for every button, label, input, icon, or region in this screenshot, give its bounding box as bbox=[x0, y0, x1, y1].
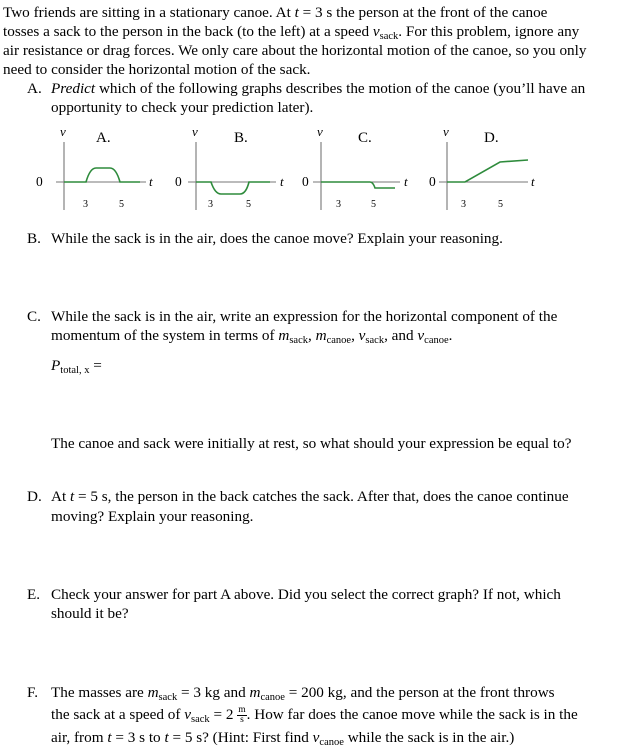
part-f-label: F. bbox=[27, 684, 39, 701]
part-c-line-2: momentum of the system in terms of $m_{sack}$, $m_{canoe}$, $v_{sack}$, and $v_{canoe}$. bbox=[51, 327, 453, 346]
graph-d-curve bbox=[447, 160, 528, 182]
graph-d-tick-5: 5 bbox=[498, 199, 503, 210]
graph-b bbox=[175, 124, 284, 210]
part-c-ptotal: $P_{total, x}$ = bbox=[51, 357, 102, 376]
intro-line-2: tosses a sack to the person in the back (to the left) at a speed $v_{sack}$. For this problem, ignore any bbox=[3, 23, 580, 42]
part-a-line-1: Predict which of the following graphs describes the motion of the canoe (you’ll have an bbox=[51, 80, 586, 97]
intro-line-3: air resistance or drag forces. We only care about the horizontal motion of the canoe, so you only bbox=[3, 42, 587, 59]
graph-a-label: A. bbox=[96, 130, 111, 146]
graph-a bbox=[36, 124, 153, 210]
graph-d bbox=[429, 124, 535, 210]
graph-d-zero: 0 bbox=[429, 174, 436, 189]
graph-b-tick-3: 3 bbox=[208, 199, 213, 210]
graph-b-zero: 0 bbox=[175, 174, 182, 189]
graph-a-v-label: v bbox=[60, 124, 66, 139]
graph-c-tick-5: 5 bbox=[371, 199, 376, 210]
part-a-label: A. bbox=[27, 80, 42, 97]
graph-c-curve bbox=[321, 182, 395, 188]
graph-b-t-label: t bbox=[280, 174, 284, 189]
graph-a-tick-5: 5 bbox=[119, 199, 124, 210]
graph-b-label: B. bbox=[234, 130, 248, 146]
part-f-line-2: the sack at a speed of $v_{sack} = 2$ $\frac{m}{s}$ . How far does the canoe move while the sack is in the bbox=[51, 705, 578, 726]
part-c-line-1: While the sack is in the air, write an expression for the horizontal component of the bbox=[51, 308, 558, 325]
graph-c-label: C. bbox=[358, 130, 372, 146]
intro-line-1: Two friends are sitting in a stationary canoe. At t = 3 s the person at the front of the canoe bbox=[3, 4, 548, 21]
graph-d-v-label: v bbox=[443, 124, 449, 139]
graph-c-v-label: v bbox=[317, 124, 323, 139]
graph-b-tick-5: 5 bbox=[246, 199, 251, 210]
part-c-label: C. bbox=[27, 308, 41, 325]
graph-a-tick-3: 3 bbox=[83, 199, 88, 210]
unit-fraction: $\frac{m}{s}$ bbox=[238, 705, 246, 726]
graph-a-zero: 0 bbox=[36, 174, 43, 189]
graph-c bbox=[302, 124, 408, 210]
graph-c-zero: 0 bbox=[302, 174, 309, 189]
graph-d-label: D. bbox=[484, 130, 499, 146]
graph-d-t-label: t bbox=[531, 174, 535, 189]
graph-svg bbox=[0, 122, 627, 232]
graph-c-t-label: t bbox=[404, 174, 408, 189]
part-e-line-2: should it be? bbox=[51, 605, 129, 622]
graph-options bbox=[0, 122, 627, 232]
part-d-line-2: moving? Explain your reasoning. bbox=[51, 508, 254, 525]
part-a-line-2: opportunity to check your prediction later). bbox=[51, 99, 314, 116]
part-f-line-1: The masses are $m_{sack} = 3$ kg and $m_{canoe} = 200$ kg, and the person at the front throws bbox=[51, 684, 555, 703]
part-b-text: While the sack is in the air, does the canoe move? Explain your reasoning. bbox=[51, 230, 503, 247]
part-e-line-1: Check your answer for part A above. Did you select the correct graph? If not, which bbox=[51, 586, 561, 603]
graph-b-curve bbox=[196, 182, 270, 194]
intro-line-4: need to consider the horizontal motion of the sack. bbox=[3, 61, 311, 78]
part-d-line-1: At t = 5 s, the person in the back catches the sack. After that, does the canoe continue bbox=[51, 488, 569, 505]
part-f-line-3: air, from t = 3 s to t = 5 s? (Hint: First find $v_{canoe}$ while the sack is in the air.) bbox=[51, 729, 515, 748]
graph-a-curve bbox=[64, 168, 140, 182]
part-b-label: B. bbox=[27, 230, 41, 247]
graph-a-t-label: t bbox=[149, 174, 153, 189]
part-e-label: E. bbox=[27, 586, 41, 603]
part-c-followup: The canoe and sack were initially at rest, so what should your expression be equal to? bbox=[51, 435, 572, 452]
graph-b-v-label: v bbox=[192, 124, 198, 139]
part-d-label: D. bbox=[27, 488, 42, 505]
graph-d-tick-3: 3 bbox=[461, 199, 466, 210]
graph-c-tick-3: 3 bbox=[336, 199, 341, 210]
